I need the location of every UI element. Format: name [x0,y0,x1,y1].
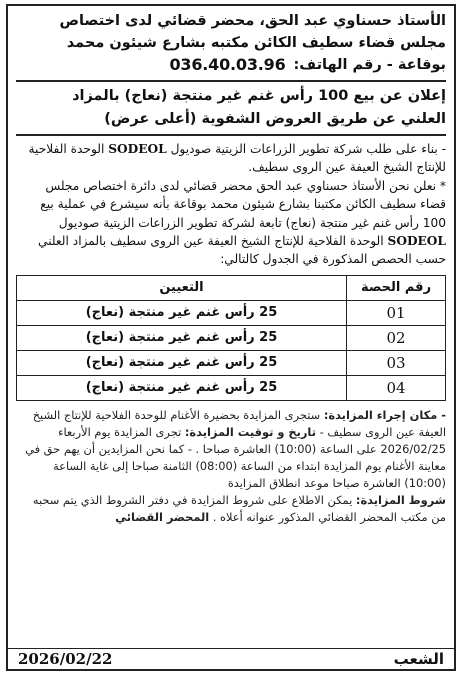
table-row [17,375,446,400]
legal-notice [6,4,456,671]
body-paragraph-2 [16,177,446,269]
place-label: - مكان إجراء المزايدة: [323,407,446,422]
notice-header [16,10,446,76]
header-line-3 [16,54,446,76]
phone-label: بوقاعة - رقم الهاتف: [293,57,446,73]
conditions-text: يمكن الاطلاع على شروط المزايدة في دفتر الشروط الذي يتم سحبه من مكتب المحضر القضائي المذكور عنوانه أعلاه . [32,492,446,524]
table-row [17,325,446,350]
body-paragraph-1 [16,140,446,177]
table-row [17,300,446,325]
publication-line [8,648,454,669]
conditions-label: شروط المزايدة: [355,492,446,507]
col-lot-number: رقم الحصة [347,275,446,300]
notice-title [16,80,446,136]
phone-number: 036.40.03.96 [169,55,286,74]
lot-number: 02 [347,325,446,350]
lot-description: 25 رأس غنم غير منتجة (نعاج) [17,350,347,375]
newspaper-name: الشعب [393,650,444,668]
header-line-2: مجلس قضاء سطيف الكائن مكتبه بشارع شيئون محمد [66,35,446,51]
table-row [17,350,446,375]
footer-conditions [16,492,446,526]
time-text: تجرى المزايدة يوم الأربعاء 2026/02/25 على الساعة (10:00) العاشرة صباحا . - كما نحن المزايدين أن يهم حق في معاينة الأغنام يوم المزايدة ابتداء من الساعة (08:00) الثامنة صباحا إلى غاية الساعة (10:00) العاشرة صباحا موعد انطلاق المزايدة [25,424,446,490]
header-line-1: الأستاذ حسناوي عبد الحق، محضر قضائي لدى اختصاص [59,13,446,29]
signer: المحضر القضائي [115,509,210,524]
body-p1b-text: الوحدة الفلاحية للإنتاج الشيخ العيفة عين الروى سطيف. [28,142,446,175]
lots-table-header [17,275,446,300]
publication-date: 2026/02/22 [18,650,113,668]
company-code-2: SODEOL [387,234,446,249]
lot-number: 03 [347,350,446,375]
lot-description: 25 رأس غنم غير منتجة (نعاج) [17,375,347,400]
lot-number: 04 [347,375,446,400]
lots-table [16,275,446,401]
notice-footer [16,407,446,526]
notice-body [16,140,446,269]
body-p1-text: - بناء على طلب شركة تطوير الزراعات الزيتية صوديول [170,142,446,156]
lot-number: 01 [347,300,446,325]
lot-description: 25 رأس غنم غير منتجة (نعاج) [17,300,347,325]
place-text: ستجرى المزايدة بحضيرة الأغنام للوحدة الفلاحية للإنتاج الشيخ العيفة عين الروى سطيف - [32,407,446,439]
footer-place [16,407,446,492]
body-p2-text: * نعلن نحن الأستاذ حسناوي عبد الحق محضر قضائي لدى دائرة اختصاص مجلس قضاء سطيف الكائن مكتبنا بشارع شيئون محمد بوقاعة بأنه سيشرع في عملية بيع 100 رأس غنم غير منتجة (نعاج) تابعة لشركة تطوير الزراعات الزيتية صوديول [40,178,446,230]
title-line-1: إعلان عن بيع 100 رأس غنم غير منتجة (نعاج) بالمزاد [72,88,446,104]
lot-description: 25 رأس غنم غير منتجة (نعاج) [17,325,347,350]
time-label: تاريخ و توقيت المزايدة: [184,424,316,439]
company-code: SODEOL [108,142,167,156]
body-p2b-text: الوحدة الفلاحية للإنتاج الشيخ العيفة عين الروى سطيف بالمزاد العلني حسب الحصص المذكورة في الجدول كالتالي: [38,234,446,267]
title-line-2: العلني عن طريق العروض الشفوية (أعلى عرض) [104,111,446,127]
col-description: التعيين [17,275,347,300]
